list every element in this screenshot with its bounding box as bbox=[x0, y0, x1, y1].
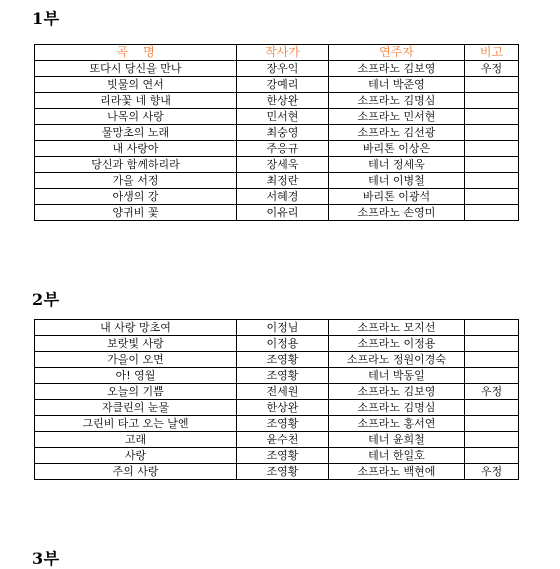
table-row bbox=[35, 109, 519, 125]
note-cell bbox=[465, 125, 519, 141]
performer-cell: 테너 윤희철 bbox=[329, 432, 465, 448]
program-table-1 bbox=[34, 44, 519, 221]
table-row bbox=[35, 125, 519, 141]
header-lyricist: 작사가 bbox=[237, 45, 329, 61]
note-cell: 우정 bbox=[465, 464, 519, 480]
lyricist-cell: 이정용 bbox=[237, 336, 329, 352]
table-row bbox=[35, 189, 519, 205]
note-cell bbox=[465, 141, 519, 157]
table-row bbox=[35, 77, 519, 93]
song-title-cell: 가을이 오면 bbox=[35, 352, 237, 368]
table-row bbox=[35, 432, 519, 448]
table-row bbox=[35, 384, 519, 400]
song-title-cell: 고래 bbox=[35, 432, 237, 448]
note-cell: 우정 bbox=[465, 61, 519, 77]
note-cell bbox=[465, 173, 519, 189]
section-title-1: 1부 bbox=[32, 9, 60, 28]
performer-cell: 소프라노 홍서연 bbox=[329, 416, 465, 432]
song-title-cell: 당신과 함께하리라 bbox=[35, 157, 237, 173]
note-cell bbox=[465, 416, 519, 432]
table-row bbox=[35, 320, 519, 336]
note-cell bbox=[465, 320, 519, 336]
song-title-cell: 양귀비 꽃 bbox=[35, 205, 237, 221]
header-note: 비고 bbox=[465, 45, 519, 61]
table-row bbox=[35, 352, 519, 368]
song-title-cell: 나목의 사랑 bbox=[35, 109, 237, 125]
lyricist-cell: 조영황 bbox=[237, 368, 329, 384]
song-title-cell: 가을 서정 bbox=[35, 173, 237, 189]
performer-cell: 소프라노 백현에 bbox=[329, 464, 465, 480]
song-title-cell: 오늘의 기쁨 bbox=[35, 384, 237, 400]
song-title-cell: 빗물의 연서 bbox=[35, 77, 237, 93]
performer-cell: 소프라노 김명심 bbox=[329, 400, 465, 416]
lyricist-cell: 조영황 bbox=[237, 352, 329, 368]
note-cell bbox=[465, 93, 519, 109]
table-row bbox=[35, 141, 519, 157]
table-row bbox=[35, 400, 519, 416]
lyricist-cell: 전세원 bbox=[237, 384, 329, 400]
performer-cell: 소프라노 이정용 bbox=[329, 336, 465, 352]
song-title-cell: 내 사랑아 bbox=[35, 141, 237, 157]
song-title-cell: 리라꽃 네 향내 bbox=[35, 93, 237, 109]
lyricist-cell: 이유리 bbox=[237, 205, 329, 221]
lyricist-cell: 조영황 bbox=[237, 416, 329, 432]
performer-cell: 테너 정세욱 bbox=[329, 157, 465, 173]
note-cell bbox=[465, 157, 519, 173]
performer-cell: 소프라노 민서현 bbox=[329, 109, 465, 125]
lyricist-cell: 장우익 bbox=[237, 61, 329, 77]
header-title: 곡 명 bbox=[35, 45, 237, 61]
lyricist-cell: 한상완 bbox=[237, 93, 329, 109]
lyricist-cell: 조영황 bbox=[237, 464, 329, 480]
lyricist-cell: 최숭영 bbox=[237, 125, 329, 141]
performer-cell: 소프라노 김보영 bbox=[329, 61, 465, 77]
table-row bbox=[35, 205, 519, 221]
note-cell bbox=[465, 400, 519, 416]
song-title-cell: 자클린의 눈물 bbox=[35, 400, 237, 416]
table-row bbox=[35, 61, 519, 77]
performer-cell: 소프라노 모지선 bbox=[329, 320, 465, 336]
song-title-cell: 아! 영월 bbox=[35, 368, 237, 384]
note-cell bbox=[465, 432, 519, 448]
performer-cell: 바리톤 이상은 bbox=[329, 141, 465, 157]
song-title-cell: 사랑 bbox=[35, 448, 237, 464]
performer-cell: 소프라노 김선광 bbox=[329, 125, 465, 141]
note-cell: 우정 bbox=[465, 384, 519, 400]
note-cell bbox=[465, 352, 519, 368]
table-row bbox=[35, 448, 519, 464]
program-table-2 bbox=[34, 319, 519, 480]
note-cell bbox=[465, 368, 519, 384]
performer-cell: 소프라노 손영미 bbox=[329, 205, 465, 221]
lyricist-cell: 장세욱 bbox=[237, 157, 329, 173]
note-cell bbox=[465, 448, 519, 464]
performer-cell: 테너 한일호 bbox=[329, 448, 465, 464]
lyricist-cell: 강예리 bbox=[237, 77, 329, 93]
section-title-3: 3부 bbox=[32, 549, 60, 568]
table-row bbox=[35, 93, 519, 109]
song-title-cell: 아생의 강 bbox=[35, 189, 237, 205]
section-title-2: 2부 bbox=[32, 290, 60, 309]
lyricist-cell: 한상완 bbox=[237, 400, 329, 416]
performer-cell: 테너 이병철 bbox=[329, 173, 465, 189]
table-header-row bbox=[35, 45, 519, 61]
performer-cell: 소프라노 김명심 bbox=[329, 93, 465, 109]
table-row bbox=[35, 157, 519, 173]
performer-cell: 바리톤 이광석 bbox=[329, 189, 465, 205]
lyricist-cell: 민서현 bbox=[237, 109, 329, 125]
performer-cell: 소프라노 김보영 bbox=[329, 384, 465, 400]
song-title-cell: 물망초의 노래 bbox=[35, 125, 237, 141]
lyricist-cell: 조영황 bbox=[237, 448, 329, 464]
lyricist-cell: 서혜경 bbox=[237, 189, 329, 205]
song-title-cell: 또다시 당신을 만나 bbox=[35, 61, 237, 77]
note-cell bbox=[465, 336, 519, 352]
performer-cell: 소프라노 정원이경숙 bbox=[329, 352, 465, 368]
performer-cell: 테너 박준영 bbox=[329, 77, 465, 93]
table-row bbox=[35, 416, 519, 432]
performer-cell: 테너 박동일 bbox=[329, 368, 465, 384]
note-cell bbox=[465, 109, 519, 125]
song-title-cell: 내 사랑 망초여 bbox=[35, 320, 237, 336]
table-row bbox=[35, 336, 519, 352]
song-title-cell: 그린비 타고 오는 날엔 bbox=[35, 416, 237, 432]
song-title-cell: 보랏빛 사랑 bbox=[35, 336, 237, 352]
table-row bbox=[35, 368, 519, 384]
table-row bbox=[35, 173, 519, 189]
note-cell bbox=[465, 189, 519, 205]
lyricist-cell: 윤수천 bbox=[237, 432, 329, 448]
lyricist-cell: 주응규 bbox=[237, 141, 329, 157]
note-cell bbox=[465, 205, 519, 221]
note-cell bbox=[465, 77, 519, 93]
song-title-cell: 주의 사랑 bbox=[35, 464, 237, 480]
header-performer: 연주자 bbox=[329, 45, 465, 61]
lyricist-cell: 이정님 bbox=[237, 320, 329, 336]
lyricist-cell: 최정란 bbox=[237, 173, 329, 189]
table-row bbox=[35, 464, 519, 480]
